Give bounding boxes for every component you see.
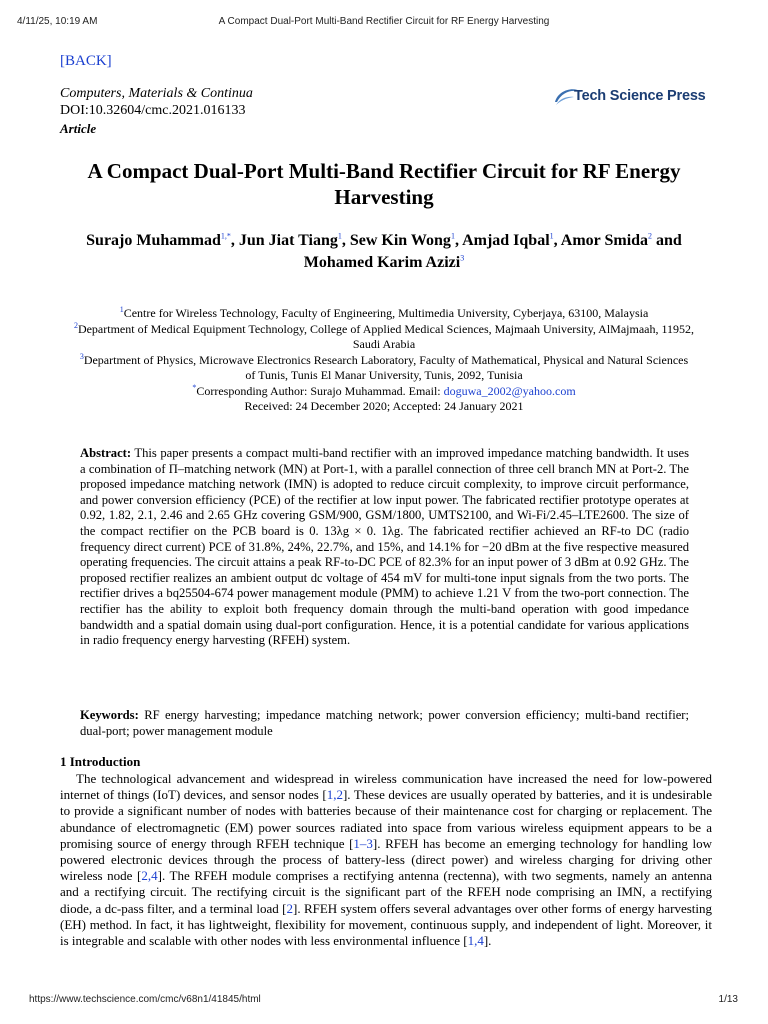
keywords-text: RF energy harvesting; impedance matching network; power conversion efficiency; multi-band rectifier; dual-port; power management module bbox=[80, 708, 689, 738]
publisher-logo bbox=[552, 84, 714, 114]
print-url: https://www.techscience.com/cmc/v68n1/41845/html bbox=[29, 994, 261, 1005]
affiliation-3: $^3$Department of Physics, Microwave Electronics Research Laboratory, Faculty of Mathematical, Physical and Natural Sciences of Tunis, Tunis El Manar University, Tunis, 2092, Tunisia bbox=[79, 351, 689, 382]
keywords-label: Keywords: bbox=[80, 708, 139, 722]
author-separator: , bbox=[454, 232, 463, 249]
print-page-title: A Compact Dual-Port Multi-Band Rectifier Circuit for RF Energy Harvesting bbox=[218, 16, 550, 27]
intro-text: ]. bbox=[483, 933, 492, 949]
intro-text: ]. These devices are usually operated by batteries, and it is undesirable to provide a significant number of nodes with batteries because of their maintenance cost for charging or replacement. The abundance of electromagnetic (EM) power sources radiated into space from various wireless equipment appears to be a promising source of energy through RFEH technique [ bbox=[60, 787, 712, 851]
author-separator: , bbox=[230, 232, 239, 249]
intro-text: ]. The RFEH module comprises a rectifying antenna (rectenna), with two segments, namely an antenna and a rectifying circuit. The rectifying circuit is the significant part of the RFEH node comprising an IMN, a rectifying diode, a dc-pass filter, and a terminal load [ bbox=[60, 868, 713, 916]
section-heading-introduction: 1 Introduction bbox=[60, 754, 141, 769]
intro-text: ]. RFEH system offers several advantages over other forms of energy harvesting (EH) method. In fact, it has lightweight, flexibility for movement, continuous supply, and independent of light. Moreover, it is integrable and scalable with other nodes with less environmental influence [ bbox=[60, 900, 712, 949]
author-affiliation-ref[interactable]: 3 bbox=[460, 253, 465, 263]
introduction-paragraph bbox=[60, 771, 712, 949]
author-name: Mohamed Karim Azizi bbox=[303, 254, 461, 271]
citation-link[interactable]: 1–3 bbox=[353, 835, 373, 851]
affiliations bbox=[60, 306, 708, 415]
back-link[interactable]: [BACK] bbox=[60, 53, 112, 69]
author-name: Surajo Muhammad bbox=[86, 232, 221, 249]
citation-link[interactable]: 1,4 bbox=[467, 933, 484, 949]
author-affiliation-ref[interactable]: 1 bbox=[337, 231, 342, 241]
citation-link[interactable]: 2,4 bbox=[141, 868, 158, 884]
author-separator: , bbox=[553, 232, 561, 249]
journal-name: Computers, Materials & Continua bbox=[60, 86, 253, 101]
article-type: Article bbox=[60, 121, 97, 136]
author-affiliation-ref[interactable]: 1,* bbox=[220, 231, 231, 241]
author-affiliation-ref[interactable]: 1 bbox=[450, 231, 455, 241]
abstract-label: Abstract: bbox=[80, 446, 132, 460]
author-name: Jun Jiat Tiang bbox=[238, 232, 338, 249]
doi: DOI:10.32604/cmc.2021.016133 bbox=[60, 103, 246, 118]
print-datetime: 4/11/25, 10:19 AM bbox=[17, 16, 98, 27]
intro-text: The technological advancement and widespread in wireless communication have increased the need for low-powered internet of things (IoT) devices, and sensor nodes [ bbox=[60, 771, 712, 803]
citation-link[interactable]: 2 bbox=[286, 900, 293, 916]
citation-link[interactable]: 1,2 bbox=[326, 787, 343, 803]
author-separator: , bbox=[341, 232, 350, 249]
print-header bbox=[0, 16, 768, 30]
intro-text: ]. RFEH has become an emerging technology for handling low powered electronic devices through the process of battery-less (direct power) and wireless charging for driving other wireless node [ bbox=[60, 835, 713, 884]
abstract-text: This paper presents a compact multi-band rectifier with an improved impedance matching bandwidth. It uses a combination of Π–matching network (MN) at Port-1, with a parallel connection of three cell branch MN at Port-2. The proposed impedance matching network (IMN) is adopted to reduce circuit complexity, to improve circuit performance, and power conversion efficiency (PCE) of the rectifier at low input power. The fabricated rectifier prototype operates at 0.92, 1.82, 2.1, 2.46 and 2.65 GHz covering GSM/900, GSM/1800, UMTS2100, and Wi-Fi/2.45–LTE2600. The size of the compact rectifier on the PCB board is 0. 13λg × 0. 1λg. The fabricated rectifier achieved an RF-to DC (radio frequency direct current) PCE of 31.8%, 24%, 22.7%, and 15%, and 14.1% for −20 dBm at the five respective measured operating frequencies. The circuit attains a peak RF-to-DC PCE of 82.3% for an input power of 3 dBm at 0.92 GHz. The proposed rectifier realizes an ambient output dc voltage of 454 mV for multi-tone input signals from the two ports. The rectifier drives a bq25504-674 power management module (PMM) to achieve 1.21 V from the two-port connection. The rectifier has the ability to exploit both frequency domain through the multi-band operation with good impedance bandwidth and a spatial domain using dual-port configuration. Hence, it is a potential candidate for various applications in radio frequency energy harvesting (RFEH) system. bbox=[80, 446, 689, 648]
author-affiliation-ref[interactable]: 2 bbox=[648, 231, 653, 241]
affiliation-2: $^2$Department of Medical Equipment Technology, College of Applied Medical Sciences, Majmaah University, AlMajmaah, 11952, Saudi Arabia bbox=[73, 320, 695, 351]
corresponding-author: *Corresponding Author: Surajo Muhammad. Email: doguwa_2002@yahoo.com bbox=[192, 382, 576, 398]
paper-title: A Compact Dual-Port Multi-Band Rectifier Circuit for RF Energy Harvesting bbox=[87, 159, 681, 209]
received-accepted-dates: Received: 24 December 2020; Accepted: 24 January 2021 bbox=[244, 399, 524, 413]
author-name: Amor Smida bbox=[560, 232, 649, 249]
keywords bbox=[80, 708, 689, 739]
affiliation-1: $^1$Centre for Wireless Technology, Faculty of Engineering, Multimedia University, Cyberjaya, 63100, Malaysia bbox=[119, 305, 649, 320]
author-name: Amjad Iqbal bbox=[462, 232, 550, 249]
publisher-logo-text: Tech Science Press bbox=[574, 88, 706, 104]
author-name: Sew Kin Wong bbox=[349, 232, 451, 249]
author-separator: and bbox=[652, 232, 682, 249]
print-footer bbox=[0, 994, 768, 1008]
abstract bbox=[80, 446, 689, 649]
author-list bbox=[60, 230, 708, 274]
author-email-link[interactable]: doguwa_2002@yahoo.com bbox=[443, 383, 576, 398]
print-page-count: 1/13 bbox=[718, 994, 738, 1005]
author-affiliation-ref[interactable]: 1 bbox=[549, 231, 554, 241]
